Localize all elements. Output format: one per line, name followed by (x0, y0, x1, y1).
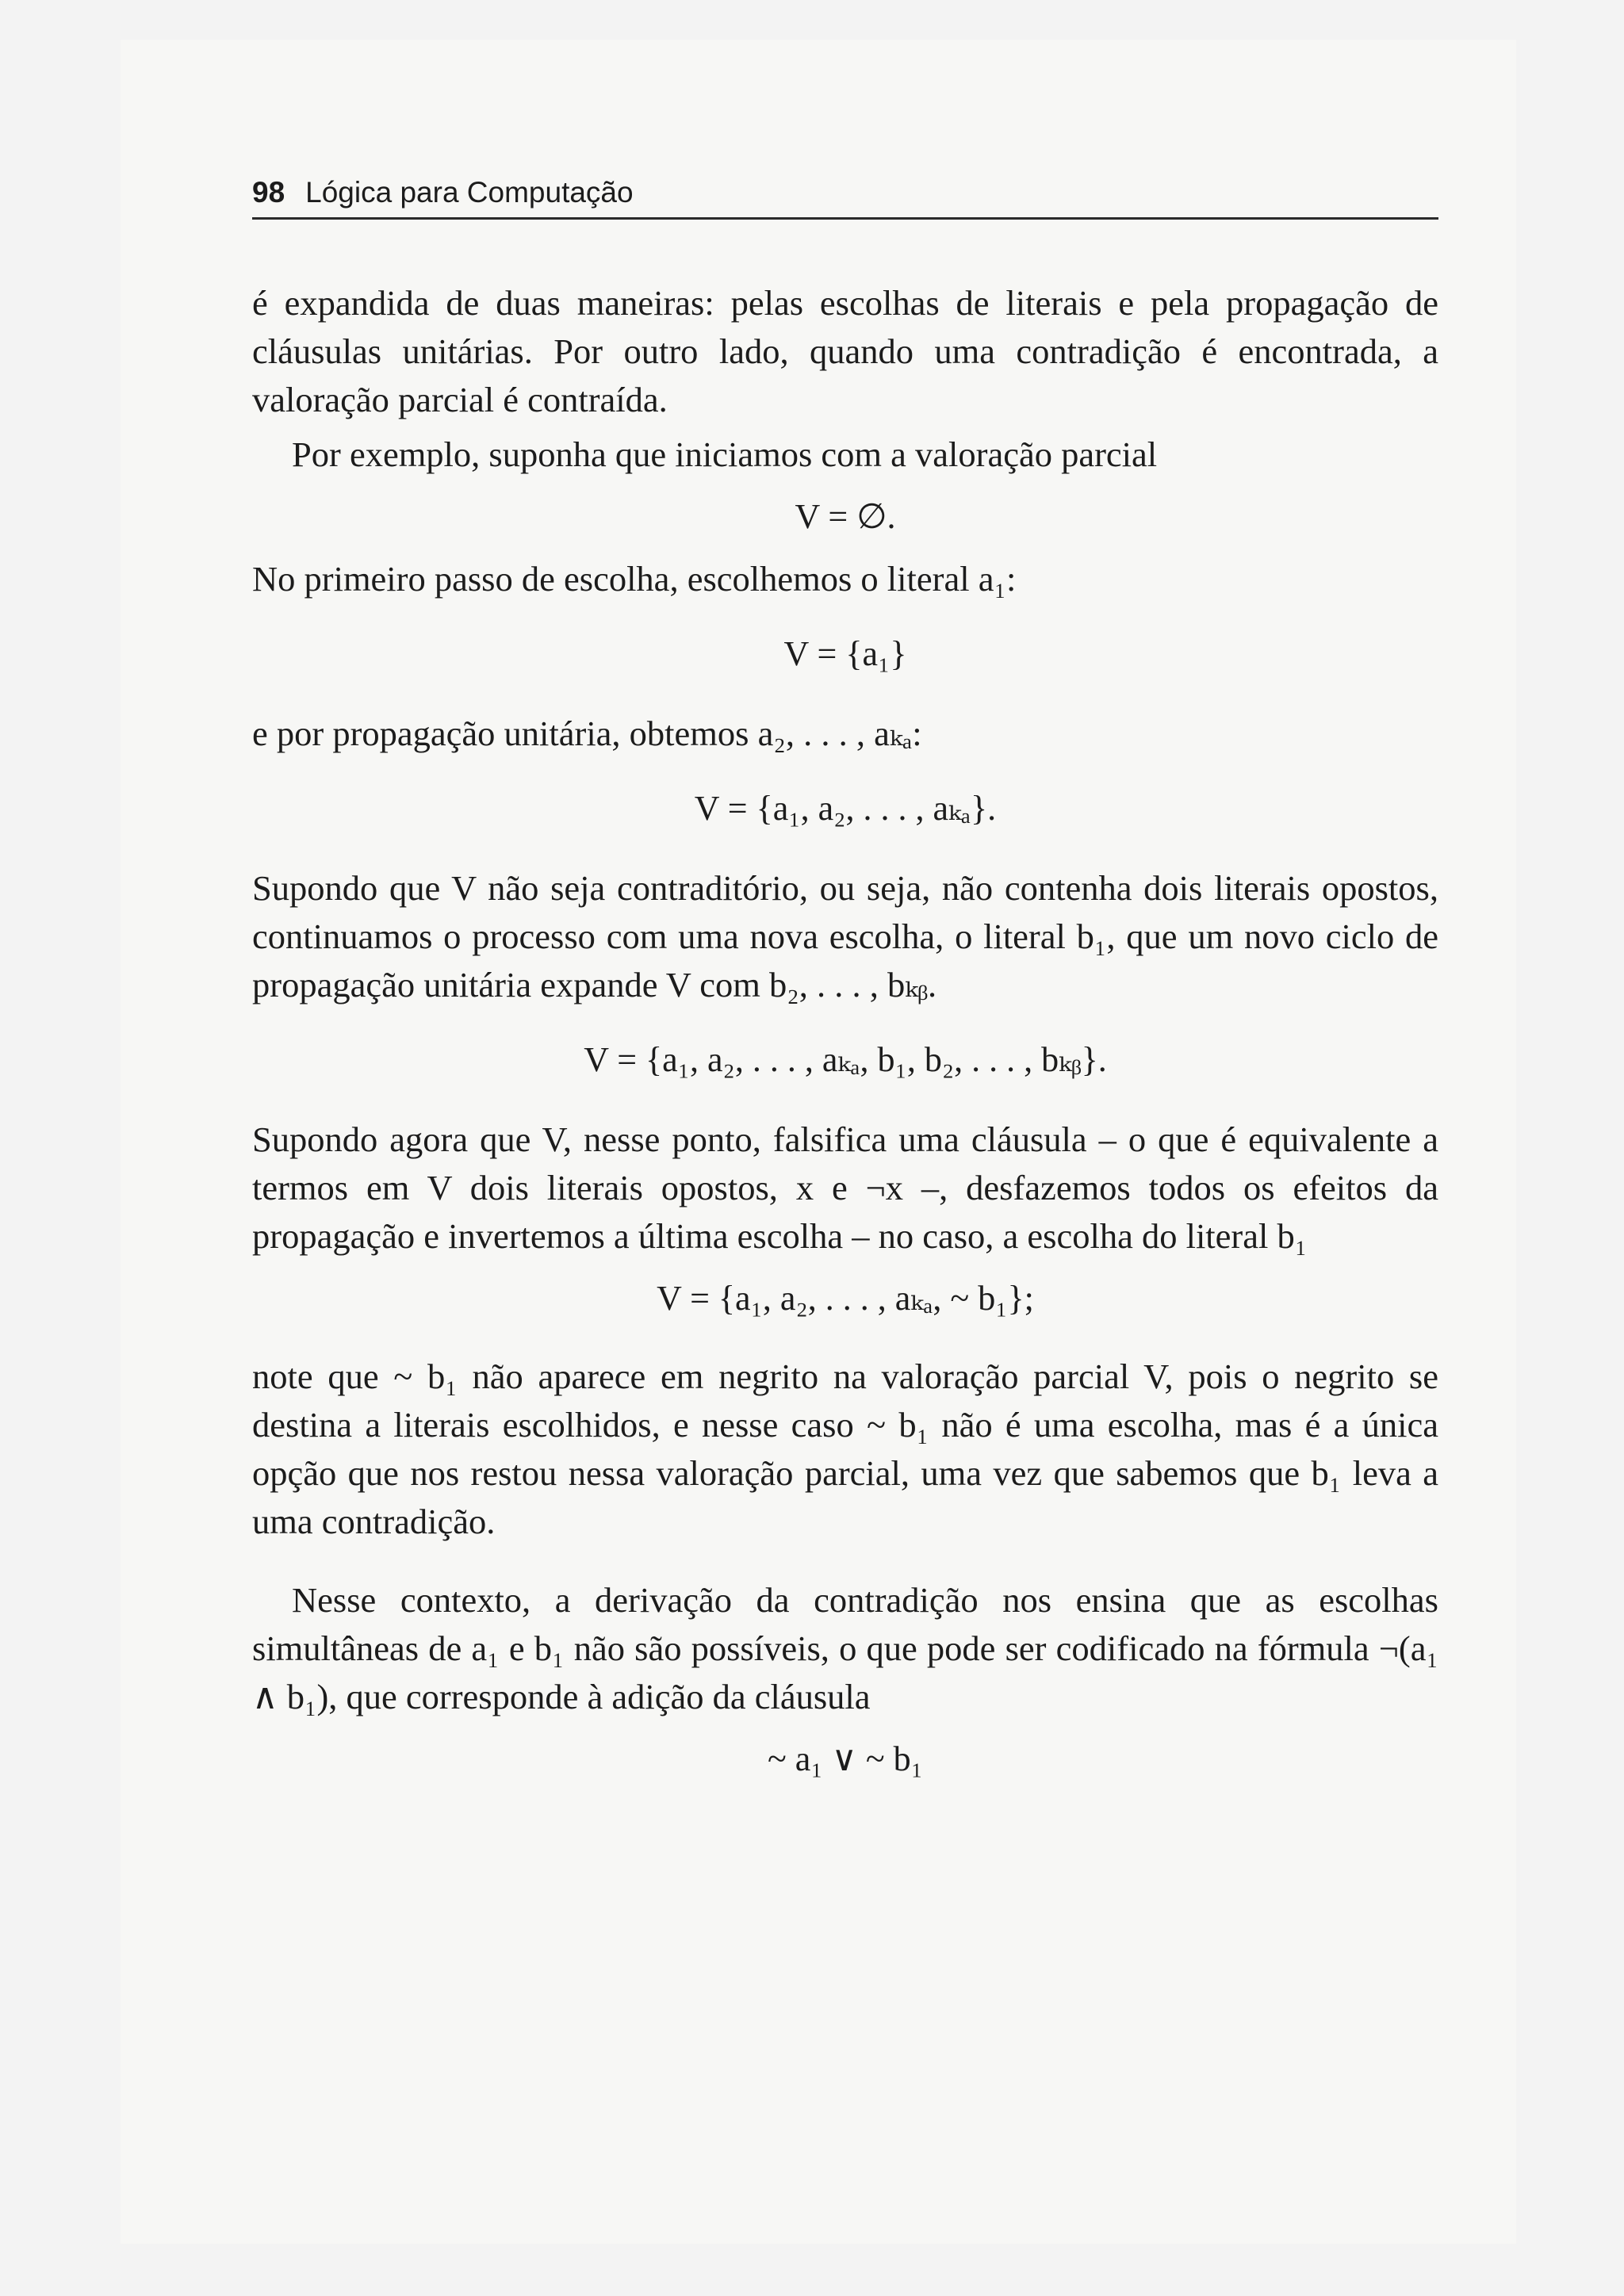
paragraph-5: Supondo que V não seja contraditório, ou seja, não contenha dois literais opostos, continuamos o processo com uma nova escolha, o literal b₁, que um novo ciclo de propagação unitária expande V com b₂, . . . , bₖᵦ. (252, 868, 1438, 1004)
running-header (252, 173, 1438, 220)
equation-empty-valuation: V = ∅. (795, 497, 896, 536)
page-body (252, 279, 1438, 1797)
equation-learned-clause: ~ a₁ ∨ ~ b₁ (767, 1739, 924, 1778)
equation-backtrack: V = {a₁, a₂, . . . , aₖₐ, ~ b₁}; (657, 1279, 1034, 1318)
equation-unit-propagation: V = {a₁, a₂, . . . , aₖₐ}. (694, 789, 997, 828)
book-title: Lógica para Computação (305, 176, 634, 209)
paragraph-6: Supondo agora que V, nesse ponto, falsifica uma cláusula – o que é equivalente a termos em V dois literais opostos, x e ¬x –, desfazemos todos os efeitos da propagação e invertemos a última escolha – no caso, a escolha do literal b₁ (252, 1119, 1438, 1256)
equation-second-choice: V = {a₁, a₂, . . . , aₖₐ, b₁, b₂, . . . , bₖᵦ}. (584, 1040, 1107, 1079)
paragraph-8: Nesse contexto, a derivação da contradição nos ensina que as escolhas simultâneas de a₁ e b₁ não são possíveis, o que pode ser codificado na fórmula ¬(a₁ ∧ b₁), que corresponde à adição da cláusula (252, 1580, 1438, 1716)
equation-first-choice: V = {a₁} (783, 634, 907, 673)
paragraph-2: Por exemplo, suponha que iniciamos com a valoração parcial (292, 434, 1158, 474)
page-number: 98 (252, 176, 285, 209)
paragraph-4: e por propagação unitária, obtemos a₂, . . . , aₖₐ: (252, 714, 922, 753)
paragraph-7: note que ~ b₁ não aparece em negrito na valoração parcial V, pois o negrito se destina a literais escolhidos, e nesse caso ~ b₁ não é uma escolha, mas é a única opção que nos restou nessa valoração parcial, uma vez que sabemos que b₁ leva a uma contradição. (252, 1357, 1438, 1541)
paragraph-1: é expandida de duas maneiras: pelas escolhas de literais e pela propagação de cláusulas unitárias. Por outro lado, quando uma contradição é encontrada, a valoração parcial é contraída. (252, 283, 1438, 419)
paragraph-3: No primeiro passo de escolha, escolhemos o literal a₁: (252, 559, 1017, 599)
